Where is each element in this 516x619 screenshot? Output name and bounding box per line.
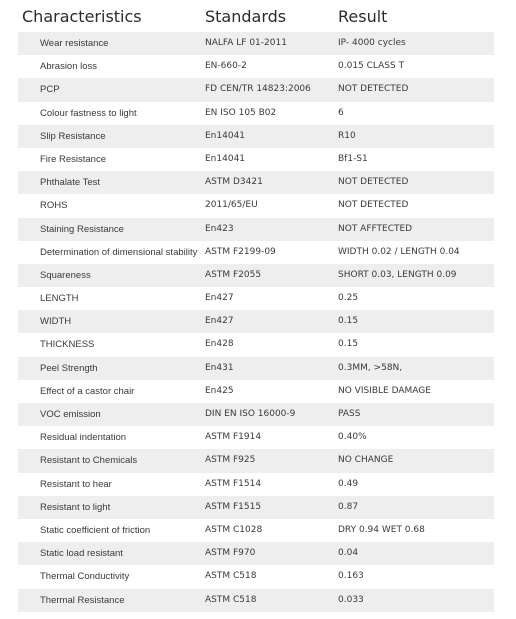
cell-standard: FD CEN/TR 14823:2006 (205, 84, 311, 95)
cell-result: 0.163 (338, 571, 364, 582)
cell-standard: En425 (205, 385, 234, 396)
table-row (18, 287, 494, 310)
cell-result: PASS (338, 409, 361, 419)
cell-characteristic: Wear resistance (40, 38, 109, 49)
cell-standard: ASTM F2199-09 (205, 246, 276, 257)
cell-result: 0.40% (338, 432, 367, 443)
table-row (18, 310, 494, 333)
cell-result: SHORT 0.03, LENGTH 0.09 (338, 269, 457, 280)
cell-characteristic: Resistant to Chemicals (40, 455, 138, 467)
cell-standard: En14041 (205, 153, 246, 164)
cell-characteristic: Staining Resistance (40, 223, 124, 235)
table-row (18, 380, 494, 403)
cell-standard: En428 (205, 339, 234, 350)
table-row (18, 519, 494, 542)
table-row (18, 333, 494, 356)
cell-standard: En431 (205, 362, 234, 373)
cell-standard: 2011/65/EU (205, 200, 258, 211)
cell-characteristic: Resistant to light (40, 501, 111, 513)
cell-result: NOT DETECTED (338, 177, 409, 188)
header-standards: Standards (205, 7, 287, 26)
table-row (18, 264, 494, 287)
cell-result: 0.033 (338, 594, 364, 605)
table-row (18, 496, 494, 519)
cell-result: WIDTH 0.02 / LENGTH 0.04 (338, 246, 460, 257)
cell-result: NO VISIBLE DAMAGE (338, 385, 431, 396)
cell-characteristic: Residual indentation (40, 432, 127, 444)
cell-result: DRY 0.94 WET 0.68 (338, 524, 425, 535)
cell-standard: ASTM C518 (205, 571, 257, 582)
cell-result: 0.49 (338, 478, 359, 489)
cell-result: NOT DETECTED (338, 84, 409, 95)
cell-characteristic: Thermal Conductivity (40, 571, 130, 583)
cell-standard: ASTM C1028 (205, 524, 263, 535)
cell-standard: ASTM D3421 (205, 177, 263, 188)
cell-standard: ASTM F2055 (205, 269, 262, 280)
cell-characteristic: Static load resistant (40, 548, 123, 560)
cell-characteristic: ROHS (40, 200, 68, 212)
table-row (18, 55, 494, 78)
table-row (18, 357, 494, 380)
table-row (18, 32, 494, 55)
cell-characteristic: Phthalate Test (40, 177, 101, 189)
table-row (18, 218, 494, 241)
table-row (18, 565, 494, 588)
cell-characteristic: Fire Resistance (40, 153, 106, 165)
cell-standard: En14041 (205, 130, 246, 141)
cell-result: Bf1-S1 (338, 153, 368, 164)
cell-characteristic: THICKNESS (40, 339, 95, 351)
cell-standard: En427 (205, 316, 234, 327)
table-row (18, 403, 494, 426)
cell-standard: ASTM C518 (205, 594, 257, 605)
table-header (0, 7, 516, 29)
table-row (18, 542, 494, 565)
cell-standard: NALFA LF 01-2011 (205, 38, 287, 48)
cell-result: 0.04 (338, 548, 359, 559)
cell-characteristic: PCP (40, 84, 60, 96)
header-characteristics: Characteristics (22, 7, 142, 26)
cell-standard: DIN EN ISO 16000-9 (205, 409, 296, 419)
cell-standard: ASTM F1515 (205, 501, 262, 512)
spec-table-body (18, 32, 494, 612)
cell-result: 0.15 (338, 316, 359, 327)
cell-result: 0.015 CLASS T (338, 61, 405, 72)
cell-standard: ASTM F970 (205, 548, 256, 559)
table-row (18, 125, 494, 148)
cell-standard: EN ISO 105 B02 (205, 107, 277, 118)
cell-characteristic: Slip Resistance (40, 130, 106, 142)
table-row (18, 102, 494, 125)
cell-result: 0.3MM, >58N, (338, 362, 403, 373)
cell-standard: EN-660-2 (205, 61, 247, 72)
cell-characteristic: Resistant to hear (40, 478, 112, 490)
cell-result: 0.15 (338, 339, 359, 350)
cell-standard: ASTM F925 (205, 455, 256, 466)
cell-characteristic: Effect of a castor chair (40, 385, 135, 397)
cell-standard: En427 (205, 293, 234, 304)
table-row (18, 171, 494, 194)
cell-characteristic: Colour fastness to light (40, 107, 137, 119)
cell-characteristic: Peel Strength (40, 362, 98, 374)
cell-result: IP- 4000 cycles (338, 38, 406, 48)
header-result: Result (338, 7, 388, 26)
cell-standard: ASTM F1514 (205, 478, 262, 489)
cell-result: NO CHANGE (338, 455, 394, 466)
table-row (18, 78, 494, 101)
table-row (18, 194, 494, 217)
table-row (18, 589, 494, 612)
cell-result: R10 (338, 130, 356, 141)
table-row (18, 473, 494, 496)
table-row (18, 449, 494, 472)
cell-result: NOT DETECTED (338, 200, 409, 211)
cell-characteristic: LENGTH (40, 293, 79, 305)
cell-result: 6 (338, 107, 344, 118)
table-row (18, 148, 494, 171)
cell-characteristic: Thermal Resistance (40, 594, 125, 606)
table-row (18, 426, 494, 449)
table-row (18, 241, 494, 264)
cell-characteristic: WIDTH (40, 316, 72, 328)
cell-result: 0.25 (338, 293, 359, 304)
cell-characteristic: Squareness (40, 269, 91, 281)
cell-result: 0.87 (338, 501, 359, 512)
cell-characteristic: VOC emission (40, 409, 101, 420)
cell-result: NOT AFFTECTED (338, 223, 413, 234)
cell-standard: ASTM F1914 (205, 432, 262, 443)
cell-characteristic: Abrasion loss (40, 61, 98, 73)
cell-characteristic: Determination of dimensional stability (40, 246, 198, 258)
cell-characteristic: Static coefficient of friction (40, 524, 151, 536)
cell-standard: En423 (205, 223, 234, 234)
